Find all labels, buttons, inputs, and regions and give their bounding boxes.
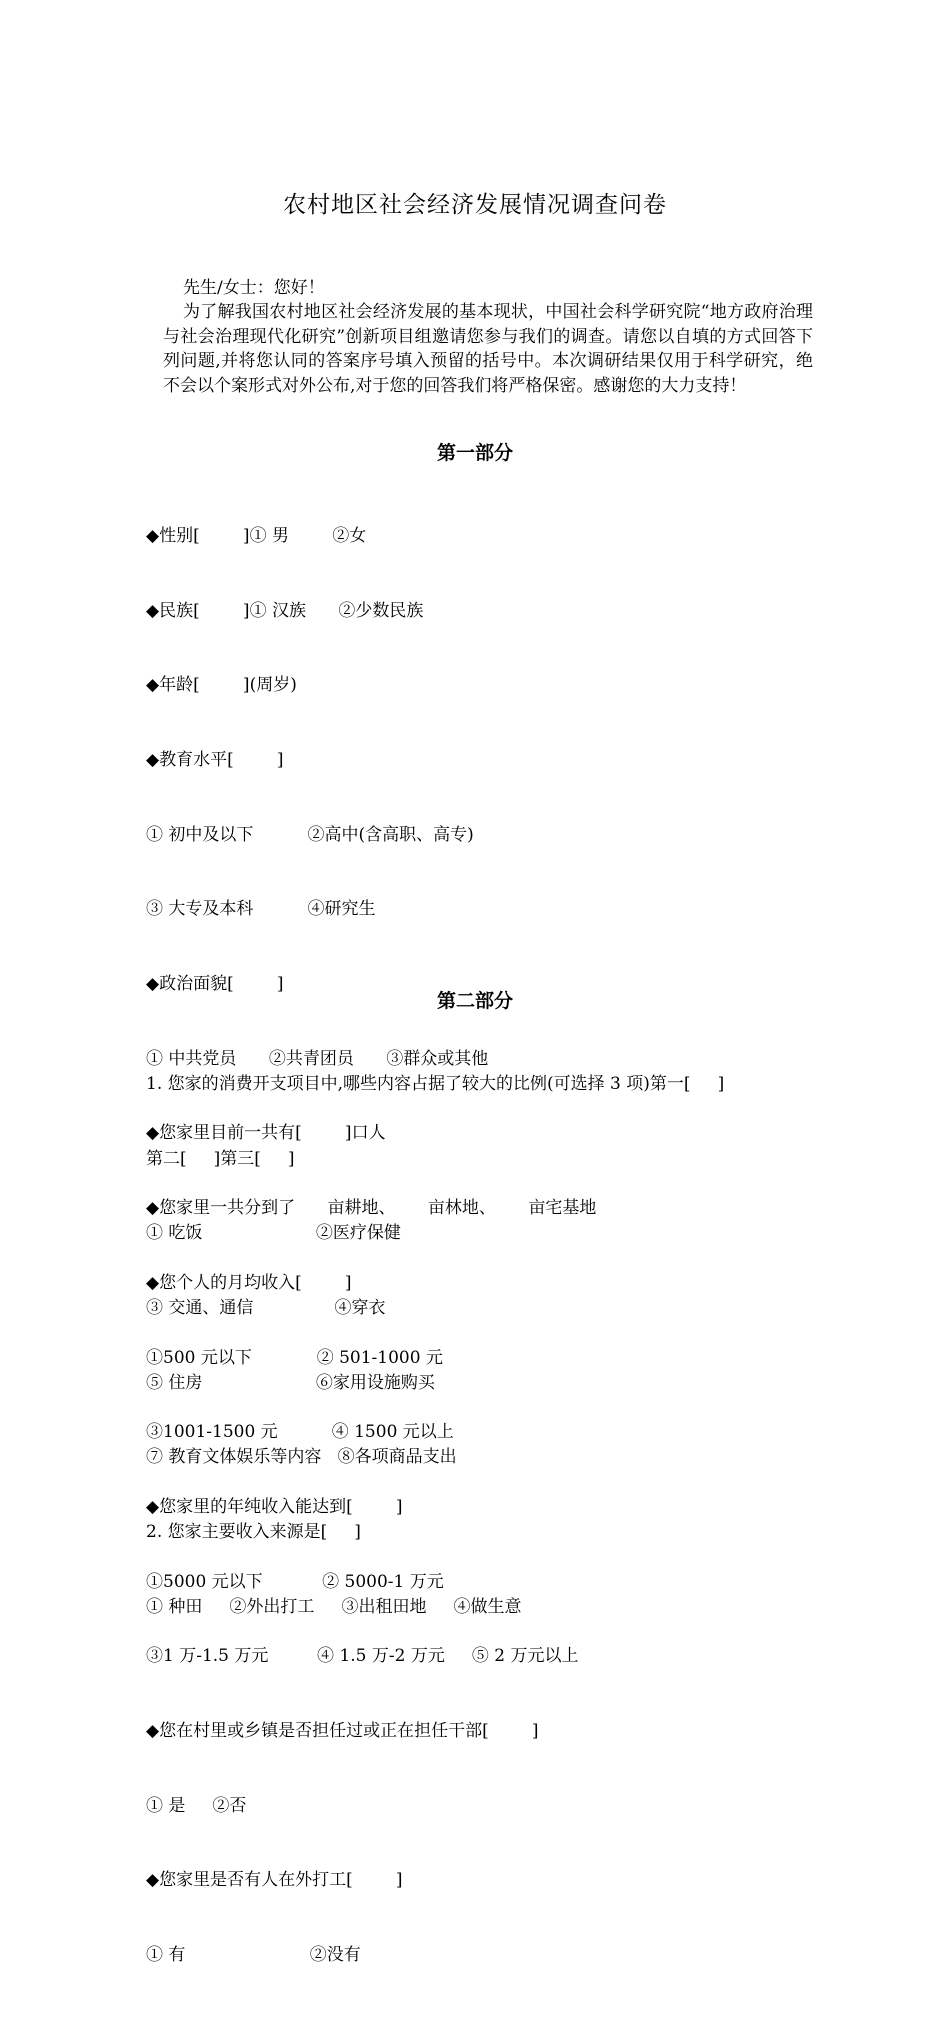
section-heading-part1: 第一部分 [436,442,513,464]
intro-paragraph: 为了解我国农村地区社会经济发展的基本现状，中国社会科学研究院“地方政府治理与社会治理现代化研究”创新项目组邀请您参与我们的调查。请您以自填的方式回答下列问题,并将您认同的答案序号填入预留的括号中。本次调研结果仅用于科学研究，绝不会以个案形式对外公布,对于您的回答我们将严格保密。感谢您的大力支持！ [163,302,813,396]
question-line: 2. 您家主要收入来源是[ ] [146,1522,361,1543]
question-line: ◆您家里目前一共有[ ]口人 [146,1123,386,1144]
option-line: ③ 交通、通信 ④穿衣 [146,1297,386,1318]
question-line: ◆民族[ ]① 汉族 ②少数民族 [146,600,424,621]
option-line: ①500 元以下 ② 501-1000 元 [146,1347,443,1368]
section-heading-part2: 第二部分 [436,990,513,1012]
document-title: 农村地区社会经济发展情况调查问卷 [283,192,667,218]
part2-question-list [146,1022,826,1669]
option-line: ③ 大专及本科 ④研究生 [146,899,376,920]
option-line: ① 有 ②没有 [146,1945,361,1966]
question-line: 第二[ ]第三[ ] [146,1148,295,1169]
question-line: ◆教育水平[ ] [146,749,284,770]
option-line: ⑤ 住房 ⑥家用设施购买 [146,1372,435,1393]
option-line: ⑦ 教育文体娱乐等内容 ⑧各项商品支出 [146,1447,457,1468]
option-line: ① 初中及以下 ②高中(含高职、高专) [146,824,474,845]
option-line: ①5000 元以下 ② 5000-1 万元 [146,1571,444,1592]
greeting: 先生/女士：您好！ [183,278,325,298]
question-line: ◆性别[ ]① 男 ②女 [146,525,367,546]
option-line: ① 吃饭 ②医疗保健 [146,1223,401,1244]
question-line: ◆您家里一共分到了 亩耕地、 亩林地、 亩宅基地 [146,1198,597,1219]
question-line: ◆您家里是否有人在外打工[ ] [146,1870,403,1891]
question-line: 1. 您家的消费开支项目中,哪些内容占据了较大的比例(可选择 3 项)第一[ ] [146,1073,725,1094]
option-line: ③1 万-1.5 万元 ④ 1.5 万-2 万元 ⑤ 2 万元以上 [146,1646,579,1667]
question-line: ◆您家里的年纯收入能达到[ ] [146,1496,403,1517]
question-line: ◆政治面貌[ ] [146,974,284,995]
option-line: ① 种田 ②外出打工 ③出租田地 ④做生意 [146,1596,522,1617]
option-line: ① 中共党员 ②共青团员 ③群众或其他 [146,1048,489,1069]
question-line: ◆您在村里或乡镇是否担任过或正在担任干部[ ] [146,1721,539,1742]
question-line: ◆年龄[ ](周岁) [146,675,297,696]
option-line: ① 是 ②否 [146,1795,247,1816]
question-line: ◆您个人的月均收入[ ] [146,1272,352,1293]
option-line: ③1001-1500 元 ④ 1500 元以上 [146,1422,454,1443]
